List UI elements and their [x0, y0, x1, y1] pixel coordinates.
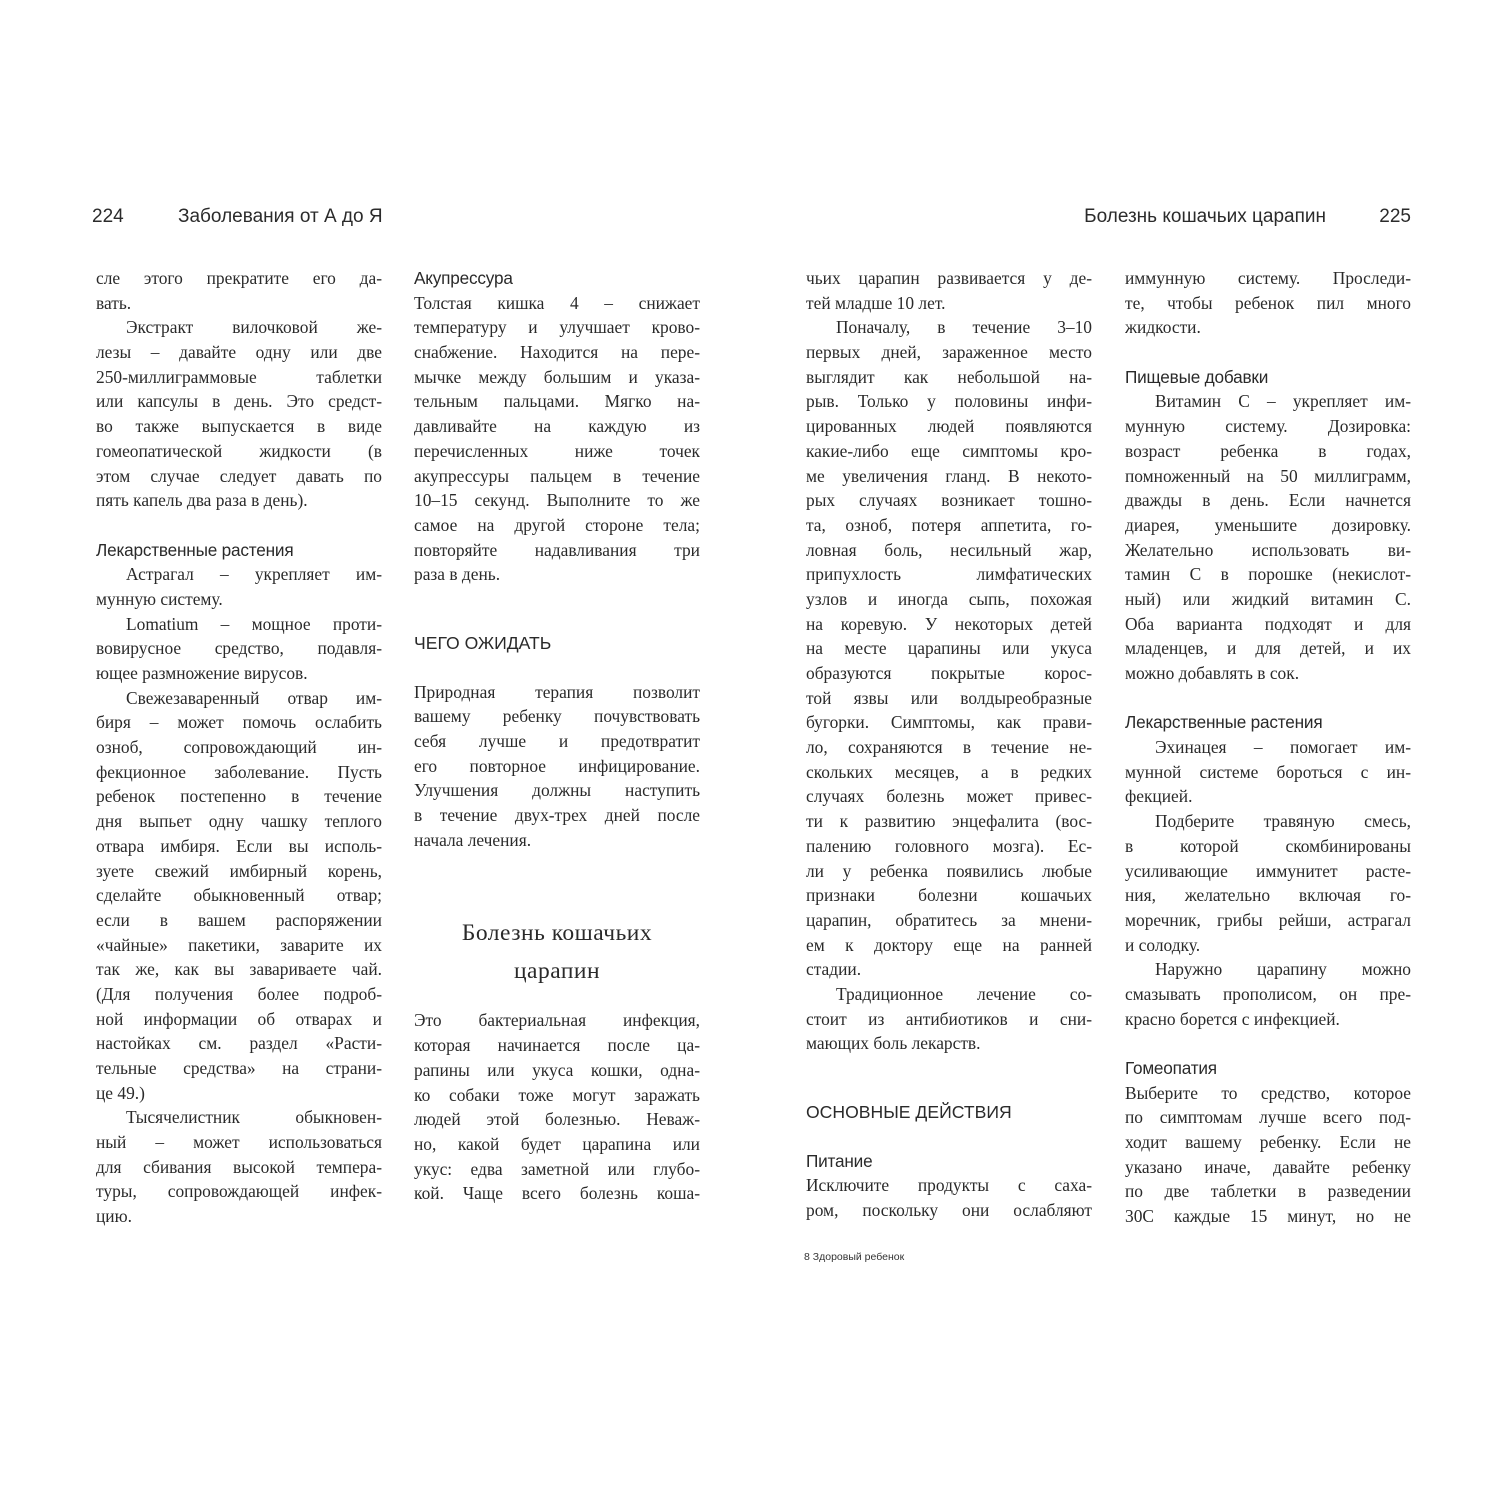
text-line: Природная терапия позволит — [414, 681, 700, 702]
spacer — [1125, 340, 1411, 365]
text-line: жидкости. — [1125, 317, 1201, 338]
text-line: помноженный на 50 миллиграмм, — [1125, 465, 1411, 486]
text-line: снабжение. Находится на пере- — [414, 342, 700, 363]
right-page-number: 225 — [1379, 206, 1411, 227]
text-line: Экстракт вилочковой же- — [126, 317, 382, 338]
text-line: признаки болезни кошачьих — [806, 885, 1092, 906]
text-line: какие-либо еще симптомы кро- — [806, 440, 1092, 461]
text-line: но, какой будет царапина или — [414, 1133, 700, 1154]
text-line: красно борется с инфекцией. — [1125, 1008, 1340, 1029]
text-line: себя лучше и предотвратит — [414, 731, 700, 751]
text-line: 10–15 секунд. Выполните то же — [414, 490, 700, 511]
text-line: в которой скомбинированы — [1125, 835, 1411, 856]
text-line: раза в день. — [414, 564, 501, 585]
right-running-title: Болезнь кошачьих царапин — [1084, 206, 1326, 227]
text-line: дня выпьет одну чашку теплого — [96, 811, 382, 832]
text-line: ния, желательно включая го- — [1125, 885, 1411, 906]
text-line: первых дней, зараженное место — [806, 342, 1092, 363]
text-line: туры, сопровождающей инфек- — [96, 1181, 382, 1202]
text-line: во также выпускается в виде — [96, 416, 382, 437]
text-line: ребенок постепенно в течение — [96, 786, 382, 807]
text-line: сле этого прекратите его да- — [96, 268, 382, 288]
text-line: рапины или укуса кошки, одна- — [414, 1059, 700, 1080]
subsection-heading: Пищевые добавки — [1125, 366, 1269, 387]
article-title: царапин — [513, 958, 601, 985]
text-line: Это бактериальная инфекция, — [414, 1010, 700, 1031]
text-line: этом случае следует давать по — [96, 465, 382, 486]
text-line: вовирусное средство, подавля- — [96, 638, 382, 659]
text-line: людей этой болезнью. Неваж- — [414, 1109, 700, 1130]
subsection-heading: Лекарственные растения — [1125, 712, 1323, 733]
subsection-heading: Питание — [806, 1150, 873, 1171]
text-line: чьих царапин развивается у де- — [806, 268, 1092, 288]
text-line: на коревую. У некоторых детей — [806, 613, 1092, 634]
text-line: для сбивания высокой темпера- — [96, 1156, 382, 1177]
spacer — [414, 852, 700, 914]
text-line: Толстая кишка 4 – снижает — [414, 292, 700, 313]
text-line: ром, поскольку они ослабляют — [806, 1200, 1092, 1221]
text-line: возраст ребенка в годах, — [1125, 440, 1411, 461]
text-line: тельным пальцами. Мягко на- — [414, 391, 700, 412]
text-line: в течение двух-трех дней после — [414, 805, 700, 826]
text-line: Lomatium – мощное проти- — [126, 613, 382, 634]
text-line: Улучшения должны наступить — [414, 780, 700, 801]
text-line: та, озноб, потеря аппетита, го- — [806, 514, 1092, 535]
subsection-heading: Гомеопатия — [1125, 1058, 1217, 1078]
text-line: ли у ребенка появились любые — [806, 860, 1092, 881]
signature-footer-note: 8 Здоровый ребенок — [804, 1251, 905, 1263]
column-right-page-1 — [806, 266, 1092, 1223]
text-line: по симптомам лучше всего под- — [1125, 1107, 1411, 1128]
column-left-page-1 — [96, 266, 382, 1229]
text-line: ный) или жидкий витамин С. — [1125, 588, 1411, 609]
text-line: давливайте на каждую из — [414, 416, 700, 437]
text-line: ко собаки тоже могут заражать — [414, 1084, 700, 1105]
section-heading: ОСНОВНЫЕ ДЕЙСТВИЯ — [806, 1102, 1012, 1122]
text-line: гомеопатической жидкости (в — [96, 440, 382, 461]
text-line: и солодку. — [1125, 934, 1201, 955]
column-left-page-2 — [414, 266, 700, 1206]
text-line: озноб, сопровождающий ин- — [96, 737, 382, 758]
text-line: его повторное инфицирование. — [414, 755, 700, 776]
text-line: Эхинацея – помогает им- — [1155, 737, 1411, 758]
text-line: биря – может помочь ослабить — [96, 712, 382, 733]
text-line: тельные средства» на страни- — [96, 1058, 382, 1078]
spacer — [1125, 686, 1411, 711]
text-line: Наружно царапину можно — [1155, 959, 1411, 980]
subsection-heading: Лекарственные растения — [96, 539, 294, 560]
text-line: ной информации об отварах и — [96, 1008, 382, 1029]
text-line: стоит из антибиотиков и сни- — [806, 1008, 1092, 1029]
text-line: образуются покрытые корос- — [806, 663, 1092, 683]
text-line: диарея, уменьшите дозировку. — [1125, 514, 1411, 535]
text-line: которая начинается после ца- — [414, 1035, 700, 1056]
spacer — [96, 513, 382, 538]
text-line: 30С каждые 15 минут, но не — [1125, 1206, 1411, 1227]
text-line: мунную систему. Дозировка: — [1125, 416, 1411, 437]
text-line: ловная боль, несильный жар, — [806, 539, 1092, 560]
text-line: мычке между большим и указа- — [414, 366, 700, 387]
text-line: кой. Чаще всего болезнь коша- — [414, 1183, 700, 1204]
text-line: ющее размножение вирусов. — [96, 663, 308, 683]
column-right-page-2 — [1125, 266, 1411, 1229]
text-line: «чайные» пакетики, заварите их — [96, 934, 382, 955]
text-line: припухлость лимфатических — [806, 564, 1092, 585]
text-line: младенцев, и для детей, и их — [1125, 638, 1411, 659]
text-line: можно добавлять в сок. — [1125, 663, 1300, 683]
text-line: Свежезаваренный отвар им- — [126, 687, 382, 708]
text-line: (Для получения более подроб- — [96, 983, 382, 1004]
text-line: на месте царапины или укуса — [806, 638, 1092, 659]
spacer — [414, 990, 700, 1008]
text-line: настойках см. раздел «Расти- — [96, 1033, 382, 1054]
text-line: вать. — [96, 292, 132, 313]
text-line: Витамин С – укрепляет им- — [1155, 391, 1411, 412]
text-line: акупрессуры пальцем в течение — [414, 465, 700, 486]
text-line: дважды в день. Если начнется — [1125, 490, 1411, 511]
text-line: моречник, грибы рейши, астрагал — [1125, 909, 1411, 930]
text-line: ти к развитию энцефалита (вос- — [806, 811, 1092, 832]
text-line: цированных людей появляются — [806, 416, 1092, 437]
text-line: палению головного мозга). Ес- — [806, 835, 1092, 856]
spacer — [414, 587, 700, 631]
text-line: рыв. Только у половины инфи- — [806, 391, 1092, 412]
text-line: ме увеличения гланд. В некото- — [806, 465, 1092, 486]
text-line: тей младше 10 лет. — [806, 292, 946, 313]
text-line: мунной системе бороться с ин- — [1125, 761, 1411, 782]
text-line: перечисленных ниже точек — [414, 440, 700, 461]
section-heading: ЧЕГО ОЖИДАТЬ — [414, 632, 552, 653]
spacer — [806, 1125, 1092, 1149]
text-line: тамин С в порошке (некислот- — [1125, 564, 1411, 585]
text-line: ный – может использоваться — [96, 1132, 382, 1153]
text-line: рых случаях возникает тошно- — [806, 490, 1092, 511]
left-page-number: 224 — [92, 206, 124, 227]
text-line: повторяйте надавливания три — [414, 539, 700, 560]
text-line: Оба варианта подходят и для — [1125, 613, 1411, 634]
text-line: царапин, обратитесь за мнени- — [806, 909, 1092, 930]
text-line: указано иначе, давайте ребенку — [1125, 1156, 1411, 1177]
text-line: цию. — [96, 1206, 132, 1227]
text-line: отвара имбиря. Если вы исполь- — [96, 835, 382, 856]
text-line: узлов и иногда сыпь, похожая — [806, 588, 1092, 609]
text-line: зуете свежий имбирный корень, — [96, 860, 382, 881]
text-line: ем к доктору еще на ранней — [806, 934, 1092, 955]
text-line: иммунную систему. Проследи- — [1125, 268, 1411, 288]
text-line: по две таблетки в разведении — [1125, 1181, 1411, 1202]
text-line: усиливающие иммунитет расте- — [1125, 860, 1411, 881]
subsection-heading: Акупрессура — [414, 268, 513, 288]
text-line: или капсулы в день. Это средст- — [96, 391, 382, 412]
text-line: Поначалу, в течение 3–10 — [836, 317, 1092, 338]
text-line: так же, как вы завариваете чай. — [96, 959, 382, 980]
text-line: Традиционное лечение со- — [836, 983, 1092, 1004]
text-line: це 49.) — [96, 1082, 145, 1103]
text-line: укус: едва заметной или глубо- — [414, 1158, 700, 1179]
text-line: выглядит как небольшой на- — [806, 366, 1092, 387]
text-line: лезы – давайте одну или две — [96, 342, 382, 363]
spacer — [1125, 1031, 1411, 1056]
text-line: ло, сохраняются в течение не- — [806, 737, 1092, 758]
text-line: 250-миллиграммовые таблетки — [96, 366, 382, 387]
text-line: те, чтобы ребенок пил много — [1125, 292, 1411, 313]
article-title: Болезнь кошачьих — [461, 920, 653, 947]
text-line: мунную систему. — [96, 588, 223, 609]
text-line: Тысячелистник обыкновен- — [126, 1107, 382, 1128]
text-line: температуру и улучшает крово- — [414, 317, 700, 338]
text-line: фекционное заболевание. Пусть — [96, 761, 382, 782]
left-running-title: Заболевания от А до Я — [178, 206, 383, 227]
text-line: смазывать прополисом, он пре- — [1125, 983, 1411, 1004]
text-line: вашему ребенку почувствовать — [414, 706, 700, 727]
text-line: сделайте обыкновенный отвар; — [96, 885, 382, 906]
text-line: стадии. — [806, 959, 862, 980]
spacer — [414, 656, 700, 680]
text-line: ходит вашему ребенку. Если не — [1125, 1132, 1411, 1153]
text-line: мающих боль лекарств. — [806, 1033, 981, 1054]
spacer — [806, 1056, 1092, 1100]
text-line: если в вашем распоряжении — [96, 909, 382, 930]
text-line: фекцией. — [1125, 786, 1193, 807]
text-line: скольких месяцев, а в редких — [806, 761, 1092, 782]
text-line: бугорки. Симптомы, как прави- — [806, 712, 1092, 733]
text-line: пять капель два раза в день). — [96, 490, 308, 511]
text-line: начала лечения. — [414, 829, 532, 850]
text-line: случаях болезнь может привес- — [806, 786, 1092, 807]
text-line: той язвы или волдыреобразные — [806, 687, 1092, 708]
text-line: Подберите травяную смесь, — [1155, 811, 1411, 832]
text-line: самое на другой стороне тела; — [414, 514, 700, 535]
text-line: Желательно использовать ви- — [1125, 539, 1411, 560]
text-line: Исключите продукты с саха- — [806, 1175, 1092, 1196]
text-line: Астрагал – укрепляет им- — [126, 564, 382, 585]
text-line: Выберите то средство, которое — [1125, 1082, 1411, 1103]
